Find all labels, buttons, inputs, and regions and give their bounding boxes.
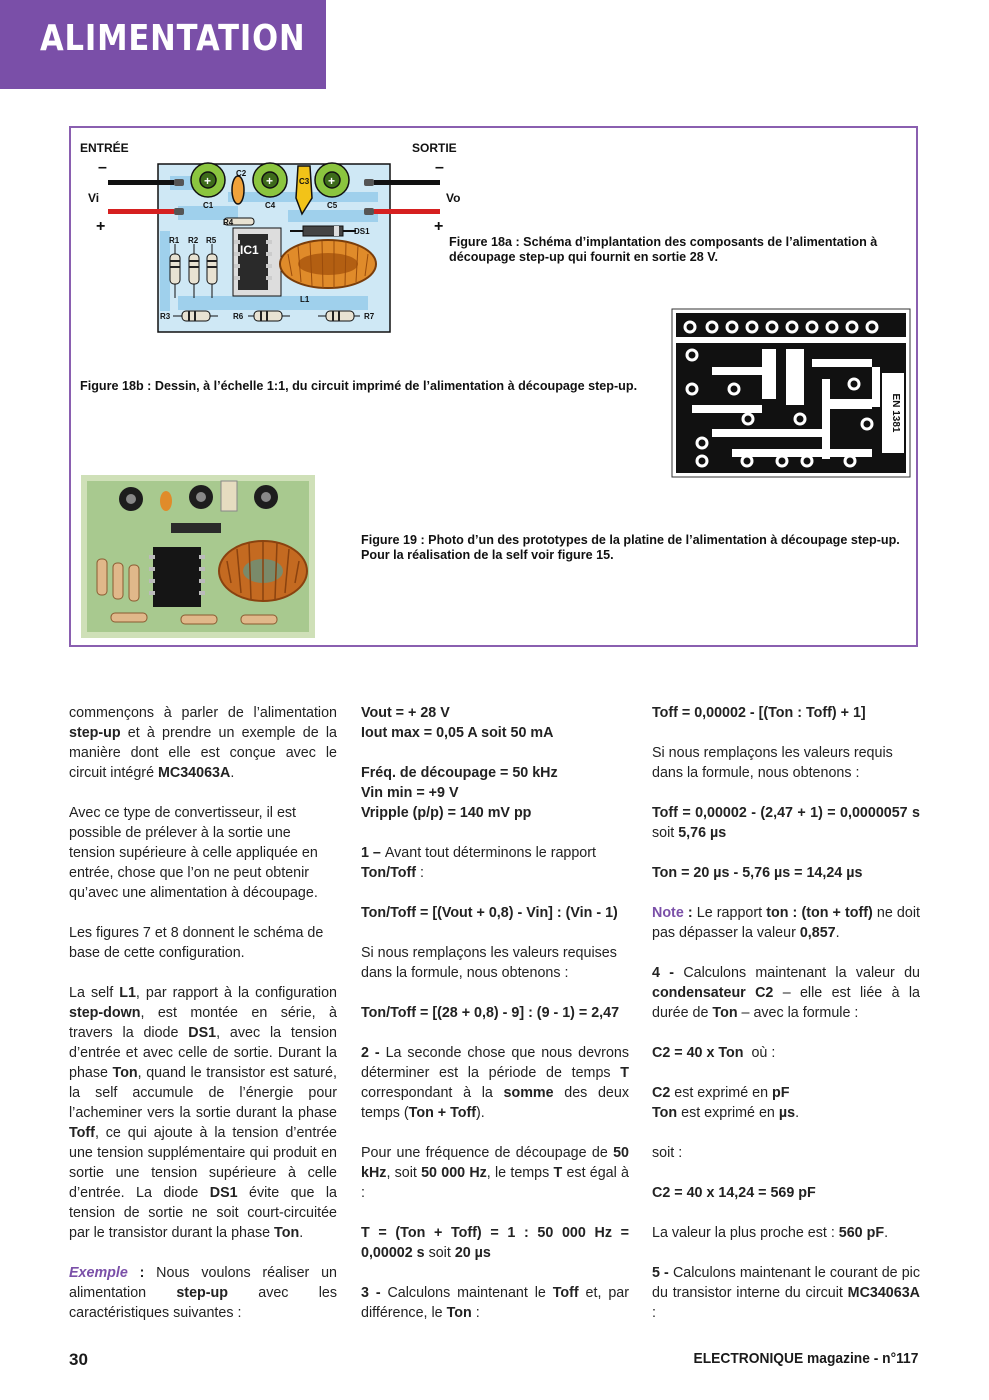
formula: Toff = 0,00002 - [(Ton : Toff) + 1]: [652, 705, 866, 721]
ic1-label: IC1: [240, 243, 259, 257]
sortie-minus-label: –: [435, 159, 444, 176]
figure-19-prototype-photo: [81, 475, 315, 638]
specifications-block: Vout = + 28 V Iout max = 0,05 A soit 50 mA: [361, 705, 554, 741]
r2-label: R2: [188, 236, 199, 245]
ds1-label: DS1: [354, 227, 370, 236]
specifications-block: Fréq. de découpage = 50 kHz Vin min = +9 V Vripple (p/p) = 140 mV pp: [361, 765, 558, 821]
paragraph: 3 - Calculons maintenant le Toff et, par différence, le Ton :: [361, 1285, 629, 1321]
svg-text:+: +: [328, 174, 336, 188]
paragraph: soit :: [652, 1145, 683, 1161]
magazine-footer: ELECTRONIQUE magazine - n°117: [693, 1350, 918, 1367]
l1-label: L1: [300, 295, 310, 304]
r6-label: R6: [233, 312, 244, 321]
sortie-label: SORTIE: [412, 141, 457, 155]
paragraph: Si nous remplaçons les valeurs requises dans la formule, nous obtenons :: [361, 945, 617, 981]
paragraph: Exemple : Nous voulons réaliser un alimentation step-up avec les caractéristiques suivantes :: [69, 1265, 337, 1321]
r3-label: R3: [160, 312, 171, 321]
r1-label: R1: [169, 236, 180, 245]
c4-label: C4: [265, 201, 276, 210]
paragraph: Les figures 7 et 8 donnent le schéma de base de cette configuration.: [69, 925, 324, 961]
vi-label: Vi: [88, 191, 100, 205]
paragraph: Avec ce type de convertisseur, il est possible de prélever à la sortie une tension supérieure à celle appliquée en entrée, chose que l’on ne peut obtenir qu’avec une alimentation à découpage.: [69, 805, 318, 901]
paragraph: 4 - Calculons maintenant la valeur du condensateur C2 – elle est liée à la durée de Ton – avec la formule :: [652, 965, 920, 1021]
formula: T = (Ton + Toff) = 1 : 50 000 Hz = 0,00002 s soit 20 µs: [361, 1225, 629, 1261]
r4-label: R4: [223, 218, 234, 227]
r5-label: R5: [206, 236, 217, 245]
formula: Toff = 0,00002 - (2,47 + 1) = 0,0000057 s soit 5,76 µs: [652, 805, 920, 841]
pcb-board-label: EN 1381: [890, 393, 901, 433]
paragraph: 5 - Calculons maintenant le courant de pic du transistor interne du circuit MC34063A :: [652, 1265, 920, 1321]
text-column-3: [652, 703, 920, 1343]
figure-18a-component-layout: [78, 136, 461, 336]
formula: C2 = 40 x Ton où :: [652, 1045, 776, 1061]
vo-label: Vo: [446, 191, 461, 205]
entree-label: ENTRÉE: [80, 141, 129, 155]
paragraph: La self L1, par rapport à la configuration step-down, est montée en série, à travers la diode DS1, avec la tension d’entrée et avec celle de sortie. Durant la phase Ton, quand le transistor est saturé, la self accumule de l’énergie pour l’acheminer vers la sortie durant la phase Toff, ce qui ajoute à la tension d’entrée une tension supplémentaire qui produit en sortie une tension supérieure à celle d’entrée. La diode DS1 évite que la tension de sortie ne soit court-circuitée par le transistor durant la phase Ton.: [69, 985, 337, 1241]
figure-18a-caption: Figure 18a : Schéma d’implantation des composants de l’alimentation à découpage step-up qui fournit en sortie 28 V.: [449, 235, 878, 264]
paragraph: La valeur la plus proche est : 560 pF.: [652, 1225, 889, 1241]
formula: Ton = 20 µs - 5,76 µs = 14,24 µs: [652, 865, 863, 881]
figure-18b-pcb-drawing: [672, 309, 910, 477]
entree-plus-label: +: [96, 218, 106, 235]
figure-19-caption: Figure 19 : Photo d’un des prototypes de la platine de l’alimentation à découpage step-up. Pour la réalisation de la self voir figure 15.: [361, 533, 900, 562]
paragraph: 2 - La seconde chose que nous devrons déterminer est la période de temps T correspondant à la somme des deux temps (Ton + Toff).: [361, 1045, 629, 1121]
svg-text:+: +: [204, 174, 212, 188]
formula: Ton/Toff = [(28 + 0,8) - 9] : (9 - 1) = 2,47: [361, 1005, 620, 1021]
c2-label: C2: [236, 169, 247, 178]
r7-label: R7: [364, 312, 375, 321]
c1-label: C1: [203, 201, 214, 210]
formula: C2 = 40 x 14,24 = 569 pF: [652, 1185, 816, 1201]
paragraph: C2 est exprimé en pF Ton est exprimé en µs.: [652, 1085, 800, 1121]
svg-text:+: +: [266, 174, 274, 188]
sortie-plus-label: +: [434, 218, 444, 235]
section-title: ALIMENTATION: [40, 18, 306, 59]
figure-18b-caption: Figure 18b : Dessin, à l’échelle 1:1, du circuit imprimé de l’alimentation à découpage step-up.: [80, 379, 638, 393]
paragraph: Pour une fréquence de découpage de 50 kHz, soit 50 000 Hz, le temps T est égal à :: [361, 1145, 629, 1201]
page-number: 30: [69, 1350, 88, 1369]
entree-minus-label: –: [98, 159, 107, 176]
note-paragraph: Note : Le rapport ton : (ton + toff) ne doit pas dépasser la valeur 0,857.: [652, 905, 920, 941]
paragraph: commençons à parler de l’alimentation step-up et à prendre un exemple de la manière dont elle est conçue avec le circuit intégré MC34063A.: [69, 705, 337, 781]
text-column-2: [361, 703, 629, 1343]
paragraph: 1 – Avant tout déterminons le rapport Ton/Toff :: [361, 845, 596, 881]
text-column-1: [69, 703, 337, 1343]
paragraph: Si nous remplaçons les valeurs requis dans la formule, nous obtenons :: [652, 745, 893, 781]
c5-label: C5: [327, 201, 338, 210]
c3-label: C3: [299, 177, 310, 186]
formula: Ton/Toff = [(Vout + 0,8) - Vin] : (Vin - 1): [361, 905, 618, 921]
